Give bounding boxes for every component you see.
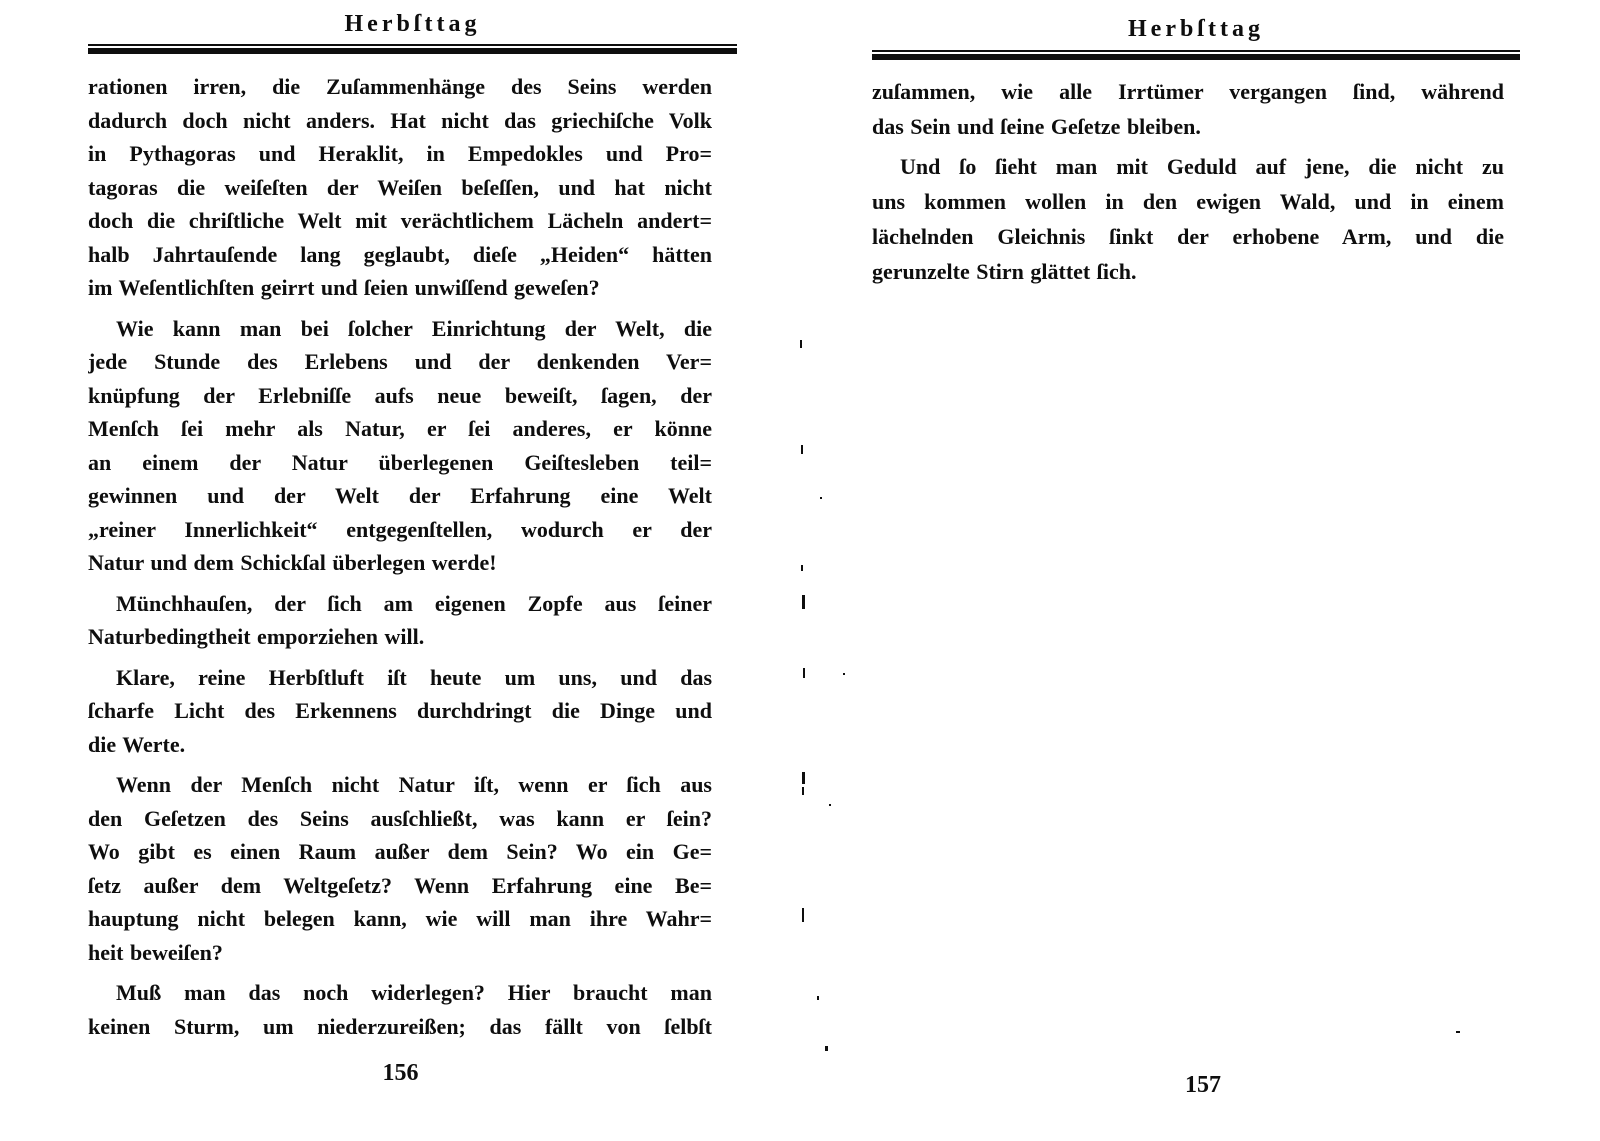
- text-block-left: [88, 70, 712, 1043]
- text-line: Muß man das noch widerlegen? Hier braucht man: [116, 980, 712, 1005]
- scan-speck: [802, 908, 804, 922]
- rule-thin: [88, 44, 737, 46]
- text-line: den Geſetzen des Seins ausſchließt, was kann er ſein?: [88, 805, 712, 831]
- text-line: Menſch ſei mehr als Natur, er ſei anderes, er könne: [88, 416, 712, 441]
- scan-speck: [802, 787, 804, 795]
- scan-speck: [800, 340, 802, 348]
- text-line: gewinnen und der Welt der Erfahrung eine Welt: [88, 483, 712, 508]
- text-line: Naturbedingtheit emporziehen will.: [88, 624, 425, 649]
- header-rule-left: [88, 44, 737, 54]
- rule-thick: [872, 54, 1520, 60]
- scan-speck: [1456, 1031, 1460, 1033]
- text-line: ſcharfe Licht des Erkennens durchdringt die Dinge und: [88, 698, 712, 723]
- header-rule-right: [872, 50, 1520, 60]
- page-left: [88, 0, 737, 1141]
- text-line: halb Jahrtauſende lang geglaubt, dieſe „Heiden“ hätten: [88, 241, 712, 267]
- rule-thin: [872, 50, 1520, 52]
- text-line: zuſammen, wie alle Irrtümer vergangen ſind, während: [872, 79, 1504, 104]
- text-line: hauptung nicht belegen kann, wie will man ihre Wahr=: [88, 906, 712, 931]
- page-right: [872, 0, 1520, 1141]
- text-line: Klare, reine Herbſtluft iſt heute um uns, und das: [116, 664, 712, 690]
- text-line: im Weſentlichſten geirrt und ſeien unwiſſend geweſen?: [88, 275, 600, 300]
- text-line: jede Stunde des Erlebens und der denkenden Ver=: [88, 349, 712, 374]
- text-line: Und ſo ſieht man mit Geduld auf jene, die nicht zu: [900, 154, 1504, 179]
- scan-speck: [802, 595, 805, 609]
- text-line: Wo gibt es einen Raum außer dem Sein? Wo ein Ge=: [88, 839, 712, 864]
- text-line: dadurch doch nicht anders. Hat nicht das griechiſche Volk: [88, 107, 712, 133]
- text-line: uns kommen wollen in den ewigen Wald, und in einem: [872, 189, 1504, 214]
- text-line: lächelnden Gleichnis ſinkt der erhobene Arm, und die: [872, 224, 1504, 249]
- scan-speck: [817, 996, 819, 1000]
- scan-speck: [829, 804, 831, 806]
- text-line: Wie kann man bei ſolcher Einrichtung der Welt, die: [116, 315, 712, 341]
- running-header-right: Herbſttag: [1128, 16, 1264, 42]
- text-line: Natur und dem Schickſal überlegen werde!: [88, 550, 497, 575]
- text-line: ſetz außer dem Weltgeſetz? Wenn Erfahrung eine Be=: [88, 872, 712, 898]
- page-number-left: 156: [382, 1060, 419, 1086]
- text-line: rationen irren, die Zuſammenhänge des Seins werden: [88, 74, 712, 99]
- text-line: keinen Sturm, um niederzureißen; das fällt von ſelbſt: [88, 1013, 712, 1039]
- text-line: tagoras die weiſeſten der Weiſen beſeſſen, und hat nicht: [88, 174, 712, 200]
- text-line: „reiner Innerlichkeit“ entgegenſtellen, wodurch er der: [88, 516, 712, 542]
- text-line: Wenn der Menſch nicht Natur iſt, wenn er ſich aus: [116, 772, 712, 797]
- scan-speck: [843, 673, 845, 675]
- scan-speck: [801, 445, 803, 454]
- text-line: die Werte.: [88, 731, 186, 757]
- text-line: an einem der Natur überlegenen Geiſtesleben teil=: [88, 449, 712, 475]
- scan-speck: [803, 668, 805, 678]
- scan-speck: [825, 1046, 828, 1051]
- text-line: Münchhauſen, der ſich am eigenen Zopfe aus ſeiner: [116, 590, 712, 616]
- page-number-right: 157: [1185, 1072, 1221, 1098]
- scan-speck: [801, 565, 803, 571]
- scan-speck: [802, 772, 805, 784]
- text-line: in Pythagoras und Heraklit, in Empedokles und Pro=: [88, 141, 712, 166]
- running-header-left: Herbſttag: [344, 11, 481, 37]
- text-line: heit beweiſen?: [88, 939, 223, 965]
- rule-thick: [88, 48, 737, 54]
- text-line: gerunzelte Stirn glättet ſich.: [872, 259, 1137, 284]
- text-line: knüpfung der Erlebniſſe aufs neue beweiſt, ſagen, der: [88, 382, 712, 408]
- text-line: das Sein und ſeine Geſetze bleiben.: [872, 114, 1201, 139]
- text-block-right: [872, 74, 1504, 289]
- scan-speck: [820, 497, 822, 499]
- text-line: doch die chriſtliche Welt mit verächtlichem Lächeln andert=: [88, 208, 712, 233]
